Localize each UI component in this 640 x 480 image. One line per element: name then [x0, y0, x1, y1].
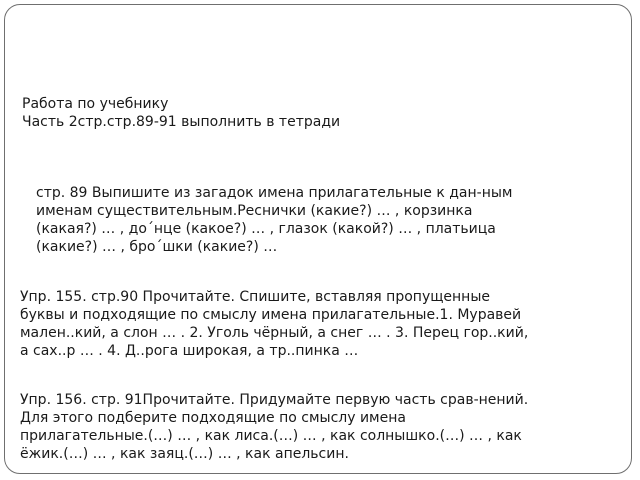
header-line-pages: Часть 2стр.стр.89-91 выполнить в тетради [22, 114, 341, 130]
task-exercise-156 [20, 391, 620, 463]
task-2-line-2: буквы и подходящие по смыслу имена прилагательные.1. Муравей [20, 307, 522, 323]
task-2-line-3: мален..кий, а слон … . 2. Уголь чёрный, а снег … . 3. Перец гор..кий, [20, 325, 529, 341]
task-3-line-1: Упр. 156. стр. 91Прочитайте. Придумайте первую часть срав-нений. [20, 392, 529, 408]
task-2-line-4: а сах..р … . 4. Д..рога широкая, а тр..пинка … [20, 343, 359, 359]
header-line-textbook: Работа по учебнику [22, 96, 169, 112]
task-1-line-1: стр. 89 Выпишите из загадок имена прилагательные к дан-ным [36, 185, 513, 201]
task-3-line-3: прилагательные.(…) … , как лиса.(…) … , как солнышко.(…) … , как [20, 428, 522, 444]
task-exercise-155 [20, 288, 620, 360]
task-3-line-4: ёжик.(…) … , как заяц.(…) … , как апельсин. [20, 446, 349, 462]
task-1-line-3: (какая?) … , до´нце (какое?) … , глазок (какой?) … , платьица [36, 221, 496, 237]
assignment-header [22, 95, 340, 131]
task-1-line-4: (какие?) … , бро´шки (какие?) … [36, 239, 278, 255]
task-1-line-2: именам существительным.Реснички (какие?) … , корзинка [36, 203, 473, 219]
task-3-line-2: Для этого подберите подходящие по смыслу имена [20, 410, 406, 426]
task-2-line-1: Упр. 155. стр.90 Прочитайте. Спишите, вставляя пропущенные [20, 289, 490, 305]
task-page-89 [36, 184, 620, 256]
